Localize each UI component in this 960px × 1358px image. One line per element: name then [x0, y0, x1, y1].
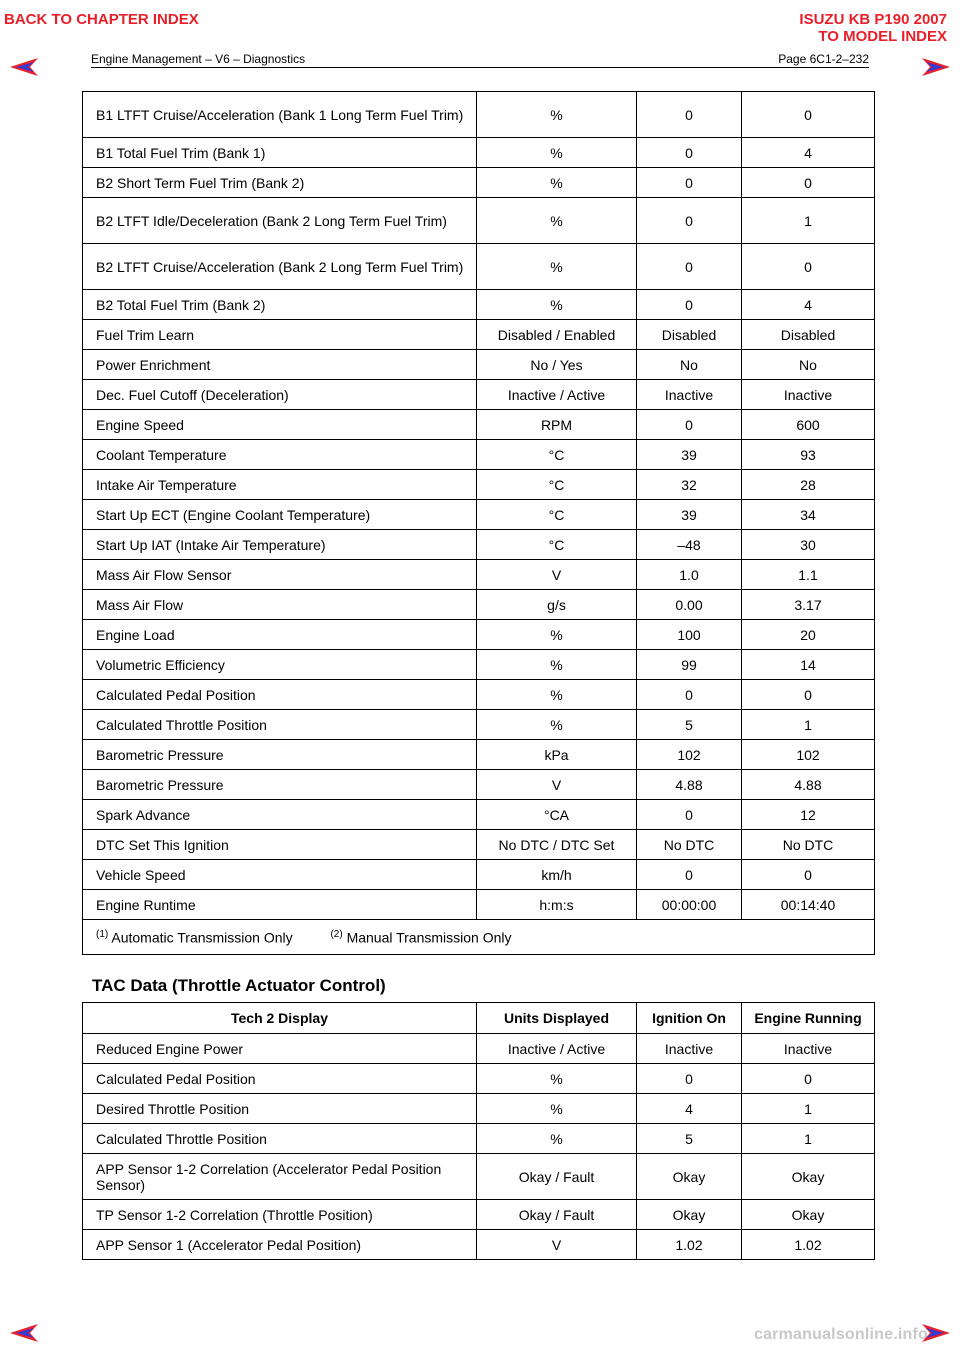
- ignition-on-cell: 0.00: [637, 590, 742, 620]
- ignition-on-cell: 1.0: [637, 560, 742, 590]
- ignition-on-cell: 0: [637, 168, 742, 198]
- parameter-cell: Intake Air Temperature: [83, 470, 477, 500]
- table-row: [83, 320, 875, 350]
- parameter-cell: Barometric Pressure: [83, 770, 477, 800]
- units-cell: RPM: [477, 410, 637, 440]
- footnote-marker-2: (2): [330, 928, 343, 940]
- model-title: ISUZU KB P190 2007: [799, 11, 947, 28]
- ignition-on-cell: 0: [637, 1064, 742, 1094]
- table-row: [83, 1094, 875, 1124]
- ignition-on-cell: No: [637, 350, 742, 380]
- table-row: [83, 800, 875, 830]
- ignition-on-cell: 0: [637, 410, 742, 440]
- table-row: [83, 440, 875, 470]
- back-to-chapter-index-link[interactable]: BACK TO CHAPTER INDEX: [4, 11, 199, 28]
- parameter-cell: Dec. Fuel Cutoff (Deceleration): [83, 380, 477, 410]
- ignition-on-cell: 0: [637, 290, 742, 320]
- units-cell: g/s: [477, 590, 637, 620]
- engine-running-cell: 0: [742, 680, 875, 710]
- parameter-cell: Spark Advance: [83, 800, 477, 830]
- parameter-cell: Desired Throttle Position: [83, 1094, 477, 1124]
- units-cell: %: [477, 1064, 637, 1094]
- ignition-on-cell: Inactive: [637, 1034, 742, 1064]
- table-row: [83, 770, 875, 800]
- table-row: [83, 1064, 875, 1094]
- engine-running-cell: Okay: [742, 1154, 875, 1200]
- table-row: [83, 290, 875, 320]
- parameter-cell: B1 LTFT Cruise/Acceleration (Bank 1 Long Term Fuel Trim): [83, 92, 477, 138]
- ignition-on-cell: Disabled: [637, 320, 742, 350]
- table-row: [83, 1034, 875, 1064]
- engine-running-cell: 93: [742, 440, 875, 470]
- parameter-cell: Calculated Pedal Position: [83, 1064, 477, 1094]
- table-row: [83, 168, 875, 198]
- parameter-cell: Coolant Temperature: [83, 440, 477, 470]
- units-cell: °C: [477, 470, 637, 500]
- table-row: [83, 350, 875, 380]
- engine-running-cell: 00:14:40: [742, 890, 875, 920]
- units-cell: %: [477, 92, 637, 138]
- engine-running-cell: 0: [742, 1064, 875, 1094]
- ignition-on-cell: 0: [637, 680, 742, 710]
- units-cell: %: [477, 198, 637, 244]
- parameter-cell: Mass Air Flow: [83, 590, 477, 620]
- units-cell: V: [477, 560, 637, 590]
- units-cell: Okay / Fault: [477, 1200, 637, 1230]
- engine-running-cell: 20: [742, 620, 875, 650]
- arrow-right-icon[interactable]: [922, 1324, 950, 1342]
- ignition-on-cell: Inactive: [637, 380, 742, 410]
- model-index-label: TO MODEL INDEX: [818, 28, 947, 45]
- units-cell: %: [477, 710, 637, 740]
- table-footnote: [83, 920, 875, 955]
- engine-running-cell: Disabled: [742, 320, 875, 350]
- engine-running-cell: 1: [742, 198, 875, 244]
- column-header-engine-running: Engine Running: [742, 1003, 875, 1034]
- units-cell: Inactive / Active: [477, 380, 637, 410]
- parameter-cell: Fuel Trim Learn: [83, 320, 477, 350]
- table-row: [83, 1154, 875, 1200]
- parameter-cell: Volumetric Efficiency: [83, 650, 477, 680]
- ignition-on-cell: 4: [637, 1094, 742, 1124]
- table-footnote-row: [83, 920, 875, 955]
- ignition-on-cell: 0: [637, 138, 742, 168]
- header-divider: [91, 67, 869, 68]
- units-cell: Okay / Fault: [477, 1154, 637, 1200]
- header-page-number: Page 6C1-2–232: [778, 52, 869, 66]
- footnote-text-2: Manual Transmission Only: [346, 929, 512, 946]
- units-cell: %: [477, 138, 637, 168]
- engine-running-cell: Inactive: [742, 380, 875, 410]
- engine-running-cell: 102: [742, 740, 875, 770]
- engine-running-cell: Inactive: [742, 1034, 875, 1064]
- table-row: [83, 650, 875, 680]
- ignition-on-cell: No DTC: [637, 830, 742, 860]
- engine-running-cell: 0: [742, 860, 875, 890]
- table-row: [83, 1230, 875, 1260]
- units-cell: kPa: [477, 740, 637, 770]
- engine-running-cell: 0: [742, 244, 875, 290]
- units-cell: %: [477, 168, 637, 198]
- ignition-on-cell: 0: [637, 198, 742, 244]
- ignition-on-cell: 32: [637, 470, 742, 500]
- units-cell: %: [477, 650, 637, 680]
- engine-running-cell: 30: [742, 530, 875, 560]
- ignition-on-cell: 100: [637, 620, 742, 650]
- table-row: [83, 830, 875, 860]
- arrow-right-icon[interactable]: [922, 58, 950, 76]
- parameter-cell: Calculated Throttle Position: [83, 1124, 477, 1154]
- engine-running-cell: 1: [742, 1124, 875, 1154]
- units-cell: °C: [477, 500, 637, 530]
- ignition-on-cell: Okay: [637, 1200, 742, 1230]
- table-header-row: [83, 1003, 875, 1034]
- table-row: [83, 890, 875, 920]
- watermark: carmanualsonline.info: [753, 1326, 928, 1343]
- parameter-cell: B2 Total Fuel Trim (Bank 2): [83, 290, 477, 320]
- parameter-cell: B2 LTFT Cruise/Acceleration (Bank 2 Long Term Fuel Trim): [83, 244, 477, 290]
- units-cell: V: [477, 1230, 637, 1260]
- ignition-on-cell: 0: [637, 860, 742, 890]
- table-row: [83, 680, 875, 710]
- table-row: [83, 860, 875, 890]
- model-index-link[interactable]: [799, 11, 947, 45]
- units-cell: %: [477, 244, 637, 290]
- ignition-on-cell: 0: [637, 800, 742, 830]
- ignition-on-cell: 0: [637, 244, 742, 290]
- header-document-title: Engine Management – V6 – Diagnostics: [91, 52, 306, 66]
- units-cell: %: [477, 680, 637, 710]
- engine-running-cell: 3.17: [742, 590, 875, 620]
- units-cell: km/h: [477, 860, 637, 890]
- section-title: TAC Data (Throttle Actuator Control): [92, 976, 386, 995]
- engine-running-cell: 4: [742, 138, 875, 168]
- units-cell: Inactive / Active: [477, 1034, 637, 1064]
- table-row: [83, 620, 875, 650]
- table-row: [83, 380, 875, 410]
- footnote-text-1: Automatic Transmission Only: [111, 929, 293, 946]
- ignition-on-cell: 5: [637, 710, 742, 740]
- parameter-cell: Calculated Throttle Position: [83, 710, 477, 740]
- ignition-on-cell: 39: [637, 440, 742, 470]
- engine-running-cell: Okay: [742, 1200, 875, 1230]
- units-cell: No DTC / DTC Set: [477, 830, 637, 860]
- parameter-cell: Mass Air Flow Sensor: [83, 560, 477, 590]
- table-row: [83, 560, 875, 590]
- engine-running-cell: 1: [742, 1094, 875, 1124]
- parameter-cell: Reduced Engine Power: [83, 1034, 477, 1064]
- units-cell: °C: [477, 440, 637, 470]
- parameter-cell: B1 Total Fuel Trim (Bank 1): [83, 138, 477, 168]
- table-row: [83, 410, 875, 440]
- ignition-on-cell: 39: [637, 500, 742, 530]
- ignition-on-cell: 99: [637, 650, 742, 680]
- units-cell: °CA: [477, 800, 637, 830]
- engine-running-cell: 28: [742, 470, 875, 500]
- units-cell: °C: [477, 530, 637, 560]
- table-row: [83, 1200, 875, 1230]
- parameter-cell: TP Sensor 1-2 Correlation (Throttle Position): [83, 1200, 477, 1230]
- parameter-cell: B2 Short Term Fuel Trim (Bank 2): [83, 168, 477, 198]
- ignition-on-cell: 00:00:00: [637, 890, 742, 920]
- parameter-cell: Engine Speed: [83, 410, 477, 440]
- table-row: [83, 92, 875, 138]
- arrow-left-icon[interactable]: [10, 1324, 38, 1342]
- table-row: [83, 1124, 875, 1154]
- units-cell: V: [477, 770, 637, 800]
- parameter-cell: Vehicle Speed: [83, 860, 477, 890]
- parameter-cell: Engine Runtime: [83, 890, 477, 920]
- parameter-cell: Start Up ECT (Engine Coolant Temperature): [83, 500, 477, 530]
- footnote-marker-1: (1): [96, 928, 109, 940]
- units-cell: %: [477, 620, 637, 650]
- table-row: [83, 470, 875, 500]
- ignition-on-cell: 5: [637, 1124, 742, 1154]
- diagnostic-data-table: [82, 91, 875, 955]
- engine-running-cell: 1.02: [742, 1230, 875, 1260]
- tac-data-table: [82, 1002, 875, 1260]
- table-row: [83, 198, 875, 244]
- engine-running-cell: 12: [742, 800, 875, 830]
- ignition-on-cell: Okay: [637, 1154, 742, 1200]
- parameter-cell: Calculated Pedal Position: [83, 680, 477, 710]
- engine-running-cell: 600: [742, 410, 875, 440]
- table-row: [83, 500, 875, 530]
- parameter-cell: APP Sensor 1 (Accelerator Pedal Position): [83, 1230, 477, 1260]
- units-cell: %: [477, 1094, 637, 1124]
- table-row: [83, 740, 875, 770]
- table-row: [83, 138, 875, 168]
- ignition-on-cell: 0: [637, 92, 742, 138]
- table-row: [83, 530, 875, 560]
- parameter-cell: Start Up IAT (Intake Air Temperature): [83, 530, 477, 560]
- parameter-cell: DTC Set This Ignition: [83, 830, 477, 860]
- column-header-units: Units Displayed: [477, 1003, 637, 1034]
- units-cell: h:m:s: [477, 890, 637, 920]
- parameter-cell: Barometric Pressure: [83, 740, 477, 770]
- column-header-ignition-on: Ignition On: [637, 1003, 742, 1034]
- parameter-cell: Power Enrichment: [83, 350, 477, 380]
- engine-running-cell: 4: [742, 290, 875, 320]
- units-cell: Disabled / Enabled: [477, 320, 637, 350]
- engine-running-cell: 0: [742, 168, 875, 198]
- engine-running-cell: No DTC: [742, 830, 875, 860]
- engine-running-cell: 1.1: [742, 560, 875, 590]
- column-header-tech2-display: Tech 2 Display: [83, 1003, 477, 1034]
- arrow-left-icon[interactable]: [10, 58, 38, 76]
- table-row: [83, 710, 875, 740]
- table-row: [83, 590, 875, 620]
- engine-running-cell: 34: [742, 500, 875, 530]
- ignition-on-cell: 102: [637, 740, 742, 770]
- parameter-cell: Engine Load: [83, 620, 477, 650]
- engine-running-cell: 4.88: [742, 770, 875, 800]
- engine-running-cell: 0: [742, 92, 875, 138]
- ignition-on-cell: 4.88: [637, 770, 742, 800]
- engine-running-cell: 1: [742, 710, 875, 740]
- ignition-on-cell: –48: [637, 530, 742, 560]
- parameter-cell: B2 LTFT Idle/Deceleration (Bank 2 Long Term Fuel Trim): [83, 198, 477, 244]
- ignition-on-cell: 1.02: [637, 1230, 742, 1260]
- units-cell: %: [477, 290, 637, 320]
- units-cell: %: [477, 1124, 637, 1154]
- engine-running-cell: 14: [742, 650, 875, 680]
- parameter-cell: APP Sensor 1-2 Correlation (Accelerator Pedal Position Sensor): [83, 1154, 477, 1200]
- engine-running-cell: No: [742, 350, 875, 380]
- units-cell: No / Yes: [477, 350, 637, 380]
- table-row: [83, 244, 875, 290]
